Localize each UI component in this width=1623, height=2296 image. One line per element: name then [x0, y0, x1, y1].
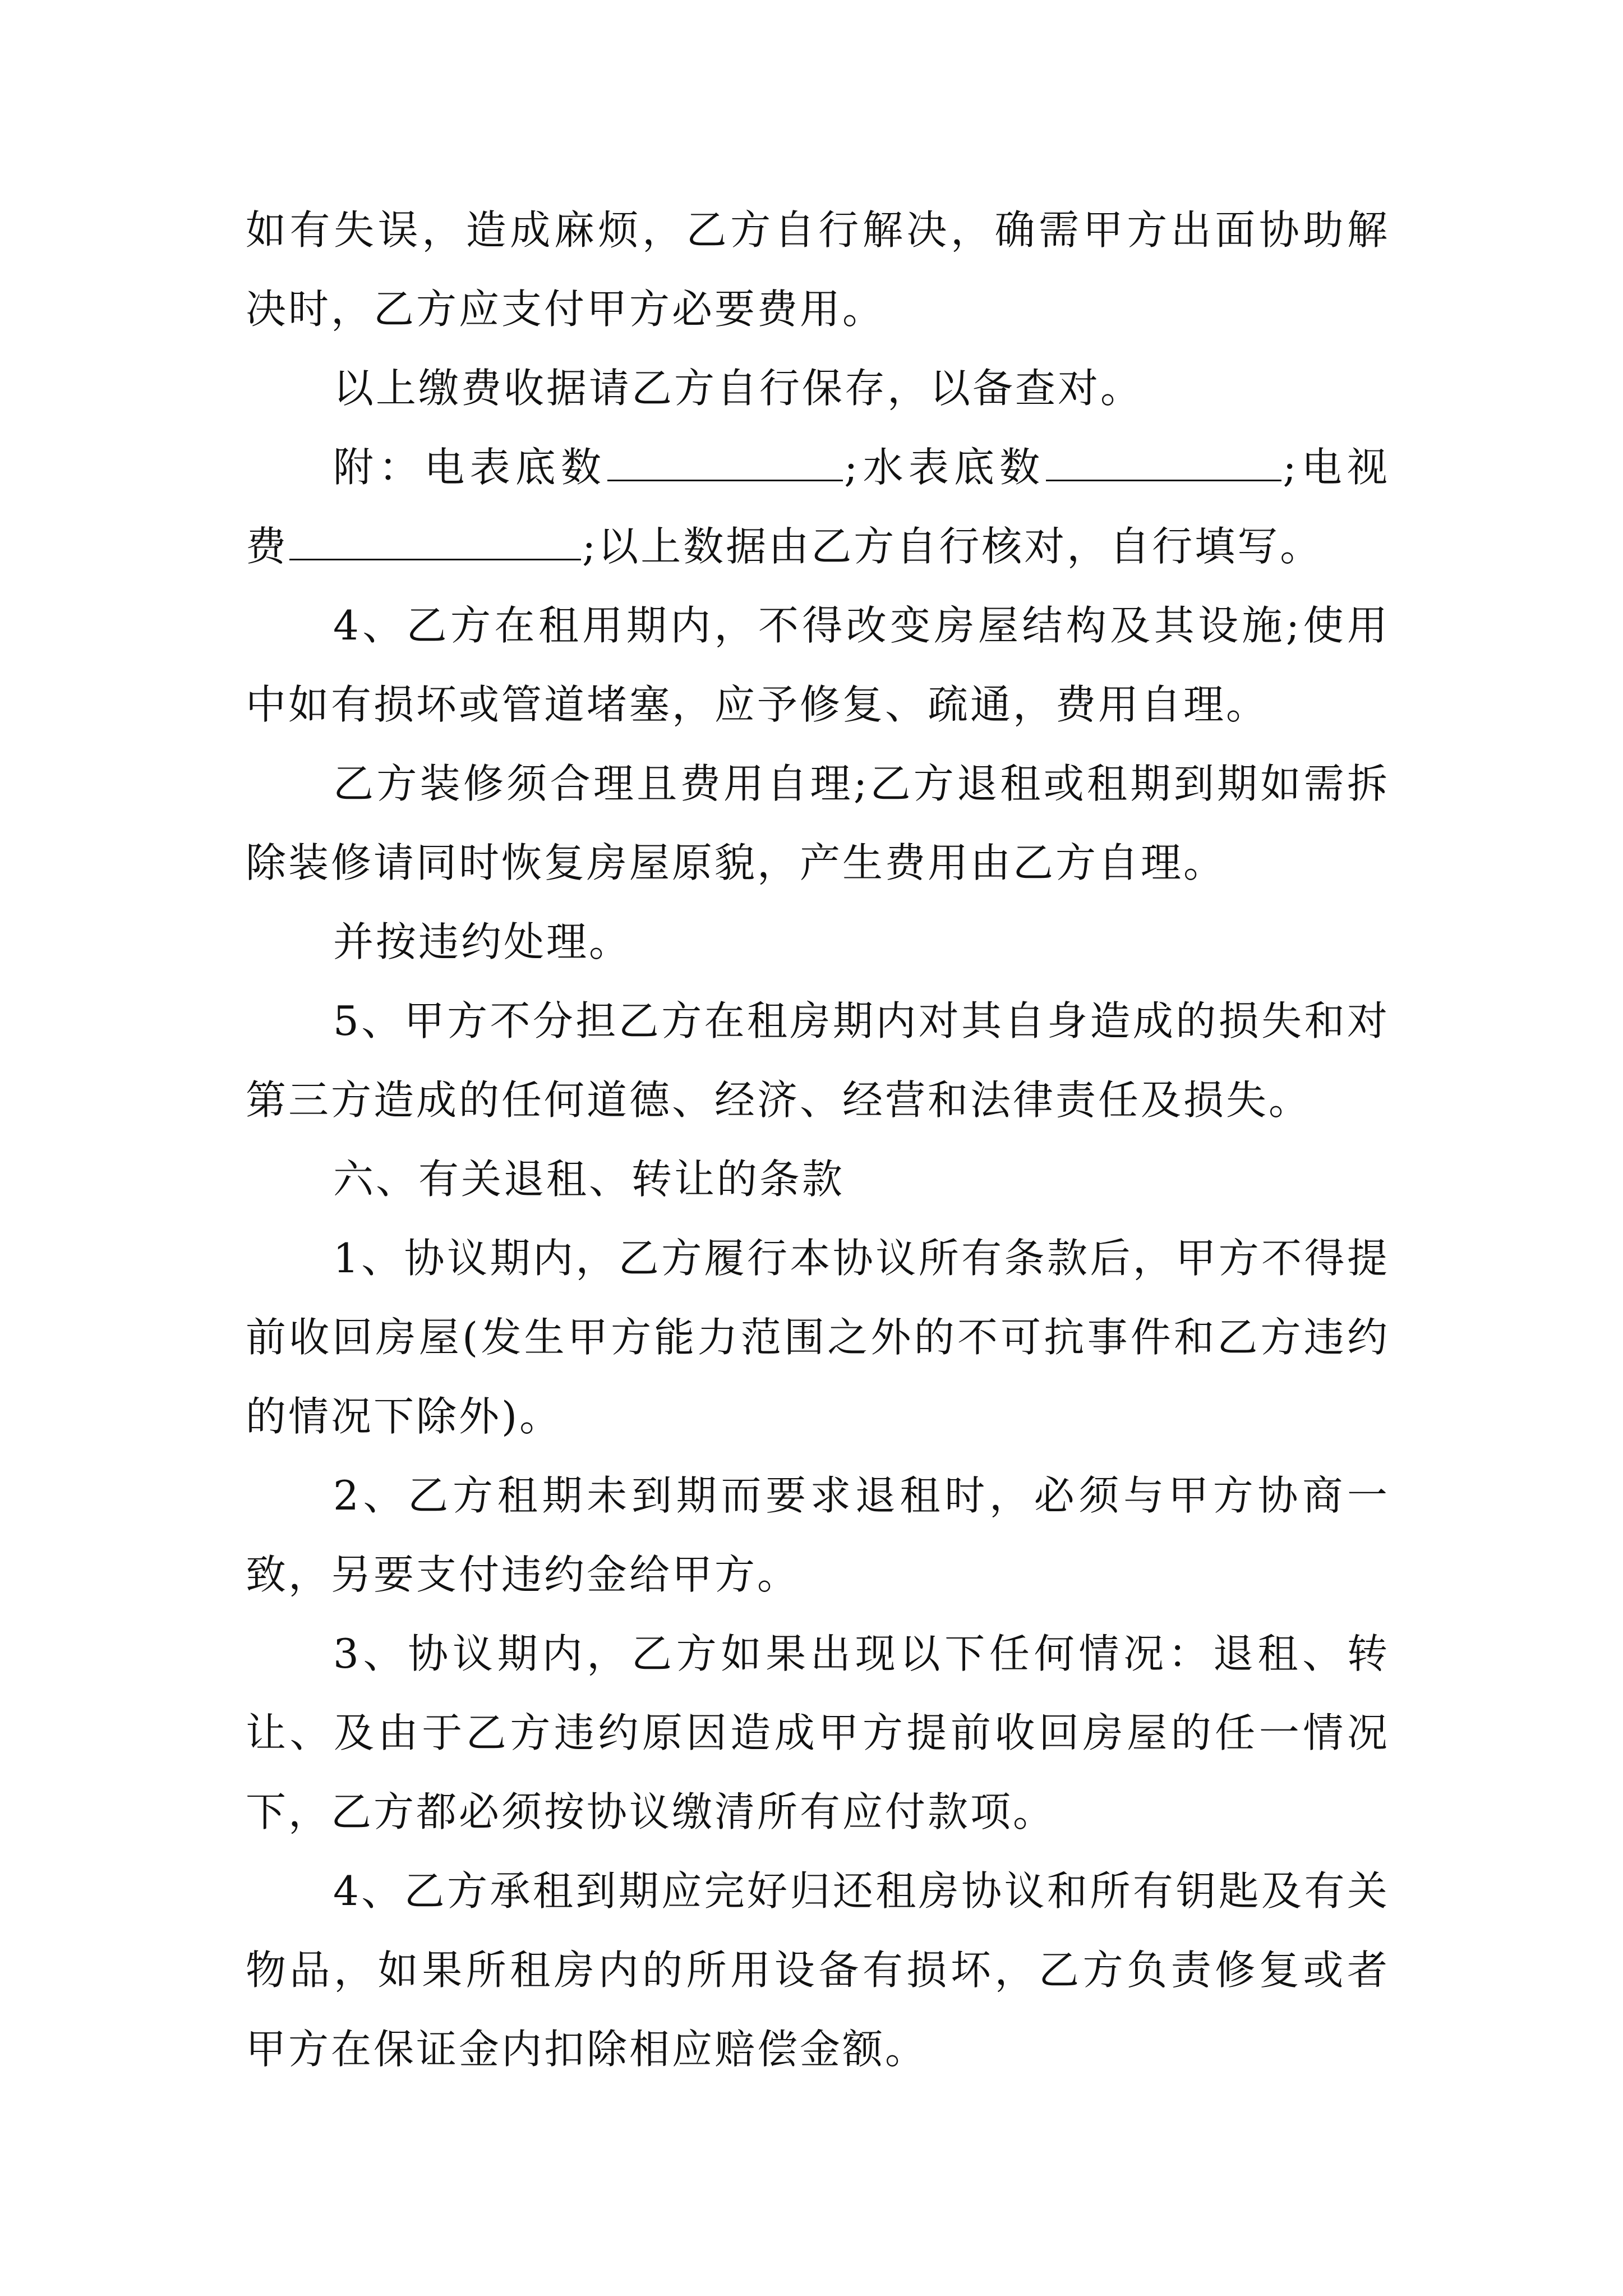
paragraph-termination-3: 3、协议期内，乙方如果出现以下任何情况：退租、转让、及由于乙方违约原因造成甲方提前收回房屋的任一情况下，乙方都必须按协议缴清所有应付款项。 [246, 1630, 1390, 1835]
paragraph-meter-readings [246, 428, 1390, 586]
electric-meter-blank[interactable] [607, 446, 843, 481]
paragraph-clause-5-liability: 5、甲方不分担乙方在租房期内对其自身造成的损失和对第三方造成的任何道德、经济、经营和法律责任及损失。 [246, 997, 1390, 1124]
paragraph-termination-2: 2、乙方租期未到期而要求退租时，必须与甲方协商一致，另要支付违约金给甲方。 [246, 1472, 1390, 1598]
tv-fee-blank[interactable] [289, 525, 581, 560]
paragraph-breach: 并按违约处理。 [333, 918, 632, 965]
water-meter-label: ;水表底数 [844, 444, 1045, 491]
paragraph-receipt-keeping: 以上缴费收据请乙方自行保存，以备查对。 [333, 365, 1144, 412]
document-body [246, 191, 1390, 2089]
tv-fee-label: ;电视费 [246, 444, 1390, 570]
water-meter-blank[interactable] [1046, 446, 1281, 481]
paragraph-expense-responsibility: 如有失误，造成麻烦，乙方自行解决，确需甲方出面协助解决时，乙方应支付甲方必要费用。 [246, 206, 1390, 333]
meter-prefix: 附：电表底数 [333, 444, 607, 491]
paragraph-termination-4: 4、乙方承租到期应完好归还租房协议和所有钥匙及有关物品，如果所租房内的所用设备有损坏，乙方负责修复或者甲方在保证金内扣除相应赔偿金额。 [246, 1867, 1390, 2073]
section-heading-termination: 六、有关退租、转让的条款 [333, 1156, 845, 1203]
paragraph-clause-4-structure: 4、乙方在租用期内，不得改变房屋结构及其设施;使用中如有损坏或管道堵塞，应予修复、疏通，费用自理。 [246, 602, 1390, 728]
paragraph-renovation: 乙方装修须合理且费用自理;乙方退租或租期到期如需拆除装修请同时恢复房屋原貌，产生费用由乙方自理。 [246, 760, 1390, 886]
meter-suffix: ;以上数据由乙方自行核对，自行填写。 [582, 523, 1323, 570]
paragraph-termination-1: 1、协议期内，乙方履行本协议所有条款后，甲方不得提前收回房屋(发生甲方能力范围之外的不可抗事件和乙方违约的情况下除外)。 [246, 1235, 1390, 1440]
